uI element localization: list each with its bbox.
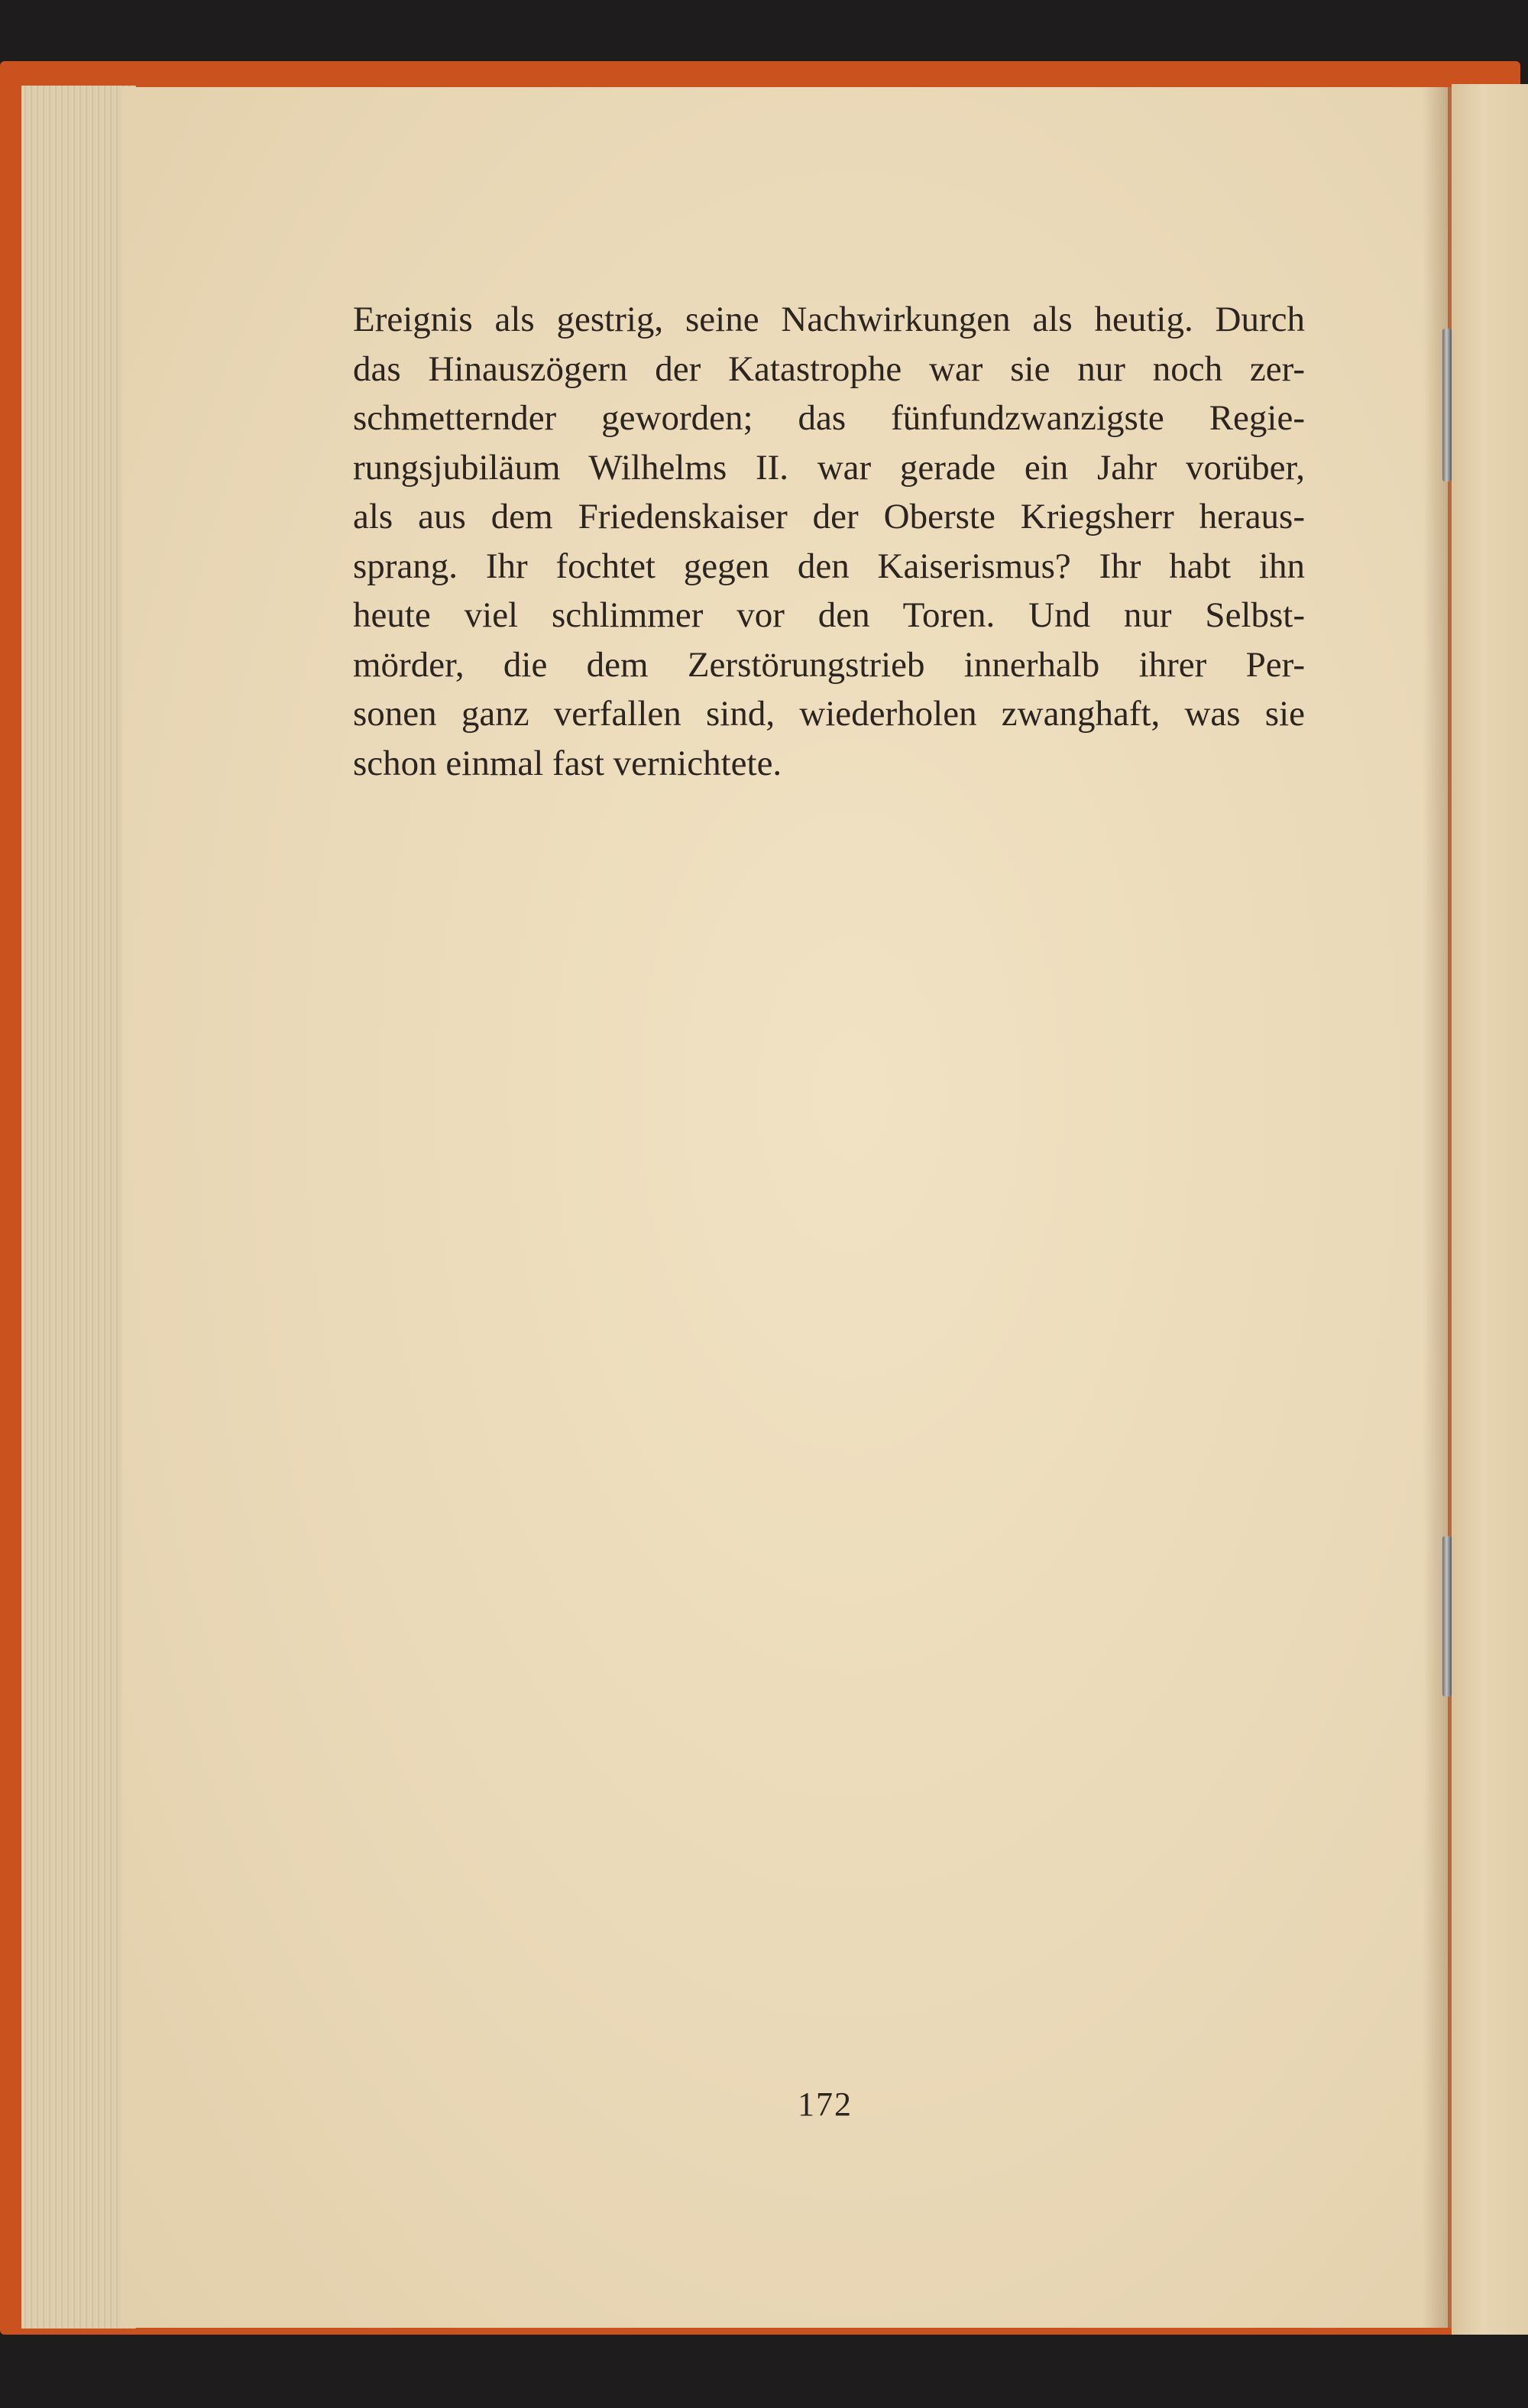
page-edges <box>21 86 136 2329</box>
text-line: rungsjubiläum Wilhelms II. war gerade ein Jahr vorüber, <box>353 447 1305 488</box>
text-line: sonen ganz verfallen sind, wiederholen zwanghaft, was sie <box>353 694 1305 734</box>
text-line: mörder, die dem Zerstörungstrieb innerhalb ihrer Per- <box>353 644 1305 685</box>
binding-staple-bottom <box>1442 1536 1452 1697</box>
body-paragraph <box>353 295 1305 788</box>
text-line: schmetternder geworden; das fünfundzwanzigste Regie- <box>353 398 1305 438</box>
text-line: schon einmal fast vernichtete. <box>353 743 782 783</box>
text-line: Ereignis als gestrig, seine Nachwirkungen als heutig. Durch <box>353 300 1305 339</box>
binding-staple-top <box>1442 329 1452 481</box>
text-line: sprang. Ihr fochtet gegen den Kaiserismus? Ihr habt ihn <box>353 546 1305 586</box>
page-number: 172 <box>798 2086 853 2123</box>
text-line: als aus dem Friedenskaiser der Oberste Kriegsherr heraus- <box>353 497 1305 536</box>
text-line: das Hinauszögern der Katastrophe war sie nur noch zer- <box>353 348 1305 389</box>
text-line: heute viel schlimmer vor den Toren. Und nur Selbst- <box>353 595 1305 635</box>
facing-page-edge <box>1452 84 1528 2335</box>
